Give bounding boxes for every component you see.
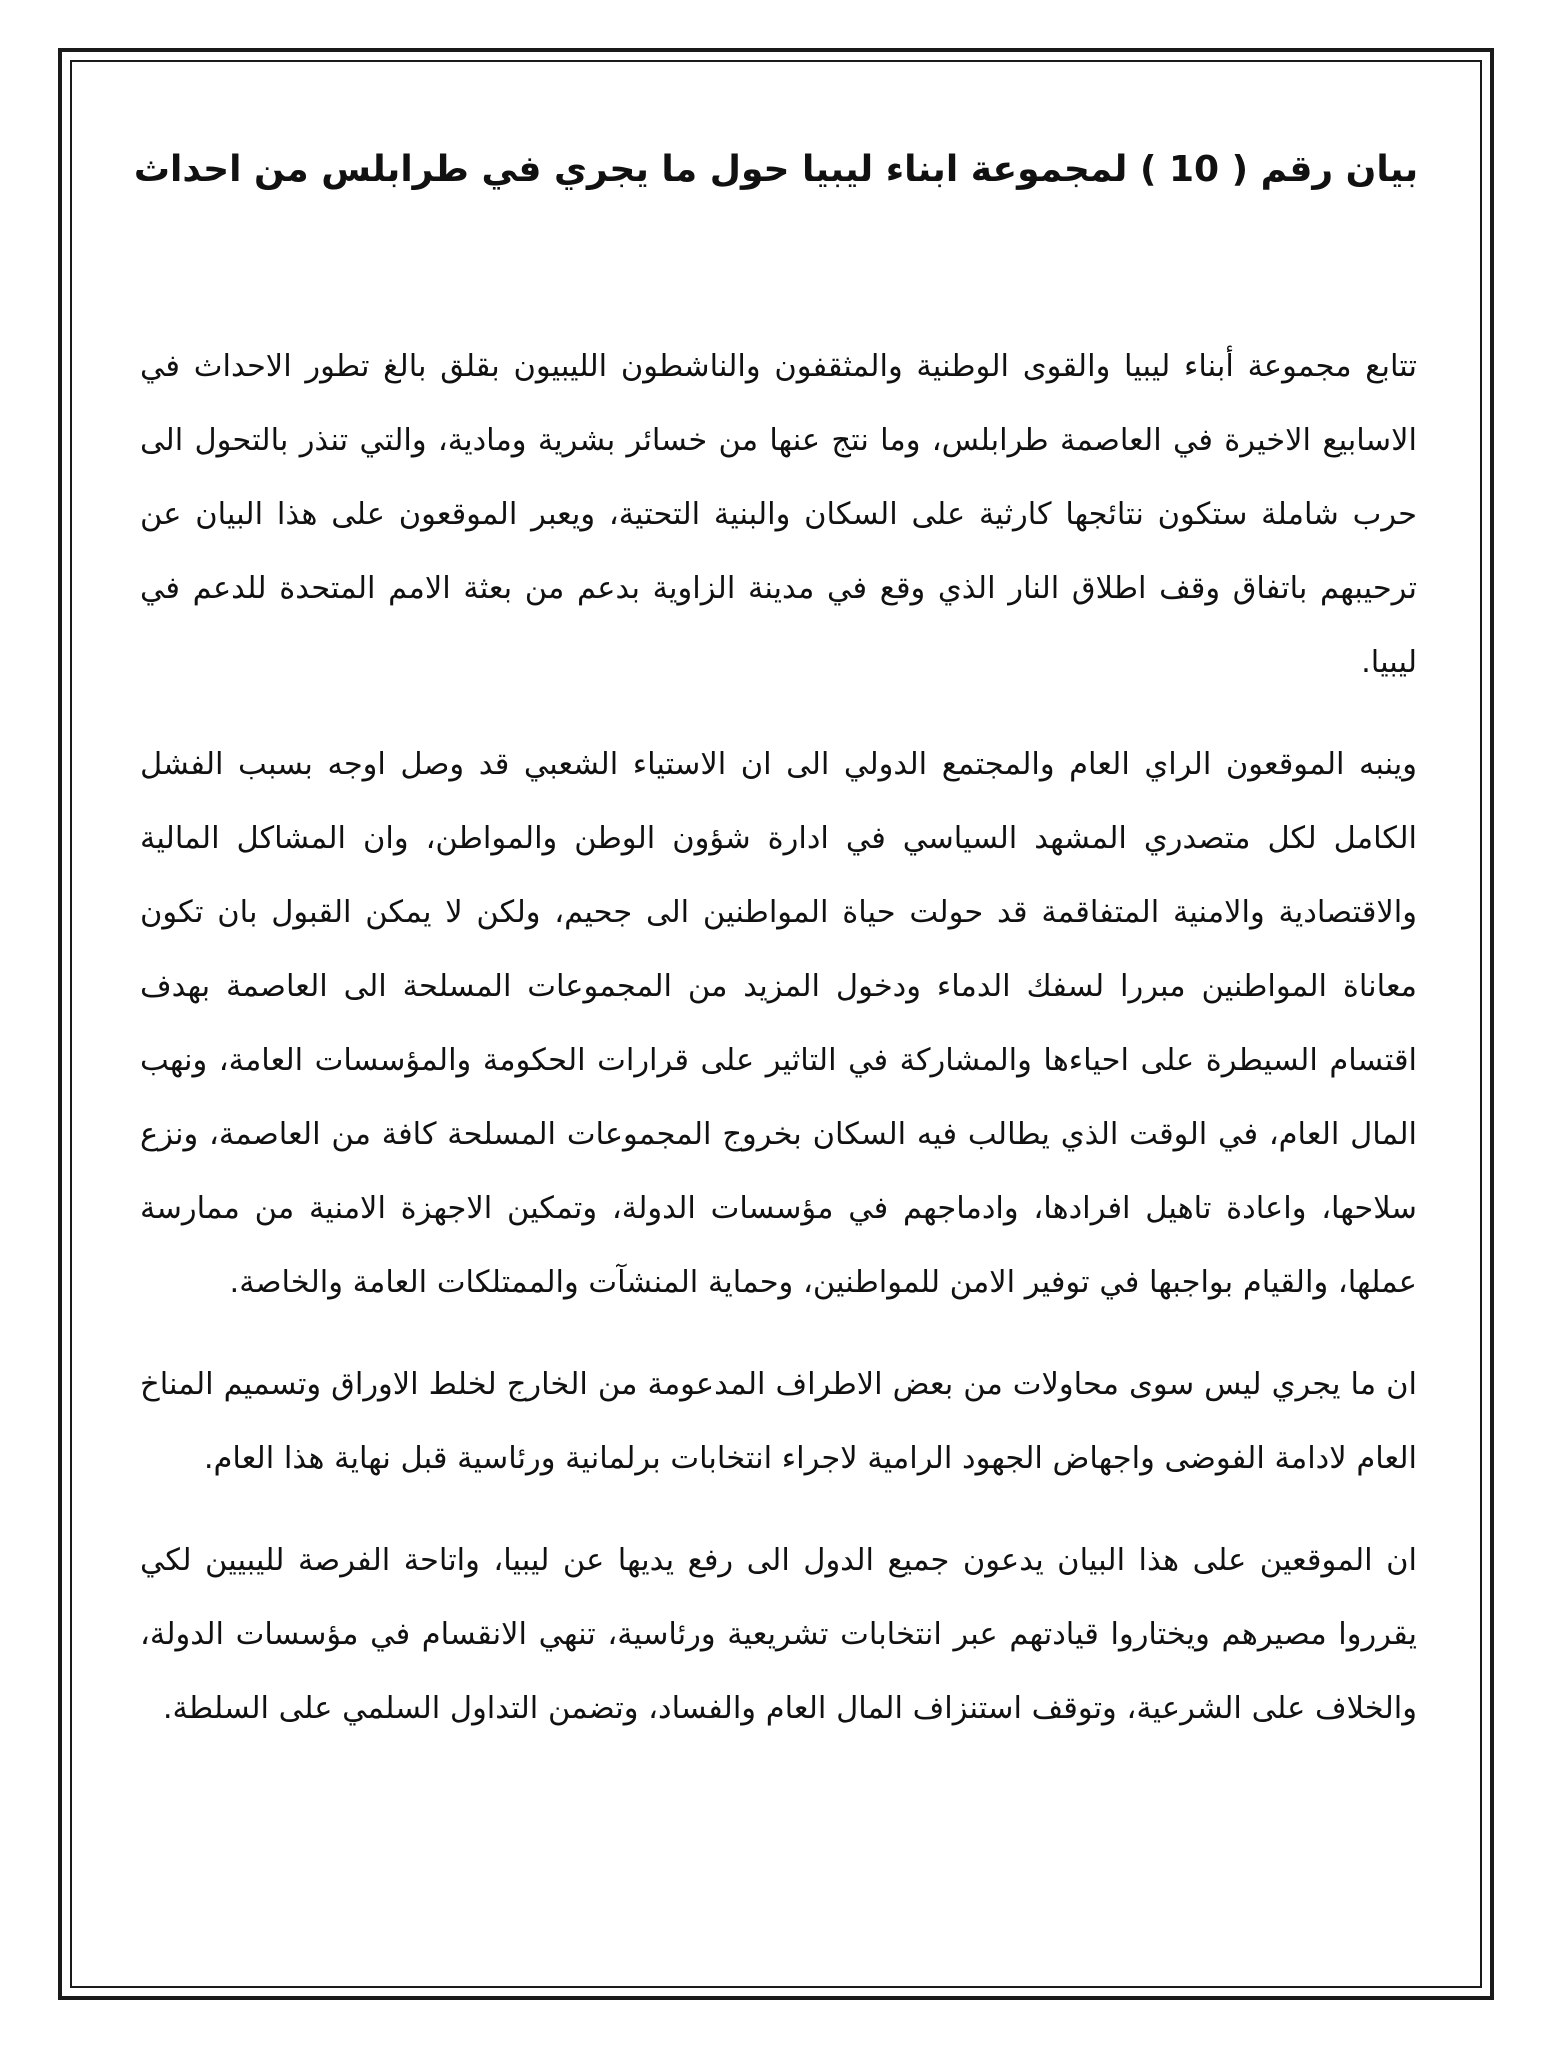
paragraph-3: ان ما يجري ليس سوى محاولات من بعض الاطراف المدعومة من الخارج لخلط الاوراق وتسميم المناخ العام لادامة الفوضى واجهاض الجهود الرامية لاجراء انتخابات برلمانية ورئاسية قبل نهاية هذا العام. [140,1367,1417,1476]
document-body [140,330,1417,1774]
document-title: بيان رقم ( 10 ) لمجموعة ابناء ليبيا حول ما يجري في طرابلس من احداث [133,149,1419,190]
paragraph-4: ان الموقعين على هذا البيان يدعون جميع الدول الى رفع يديها عن ليبيا، واتاحة الفرصة لليبيين لكي يقرروا مصيرهم ويختاروا قيادتهم عبر انتخابات تشريعية ورئاسية، تنهي الانقسام في مؤسسات الدولة، والخلاف على الشرعية، وتوقف استنزاف المال العام والفساد، وتضمن التداول السلمي على السلطة. [140,1543,1417,1726]
paragraph-1: تتابع مجموعة أبناء ليبيا والقوى الوطنية والمثقفون والناشطون الليبيون بقلق بالغ تطور الاحداث في الاسابيع الاخيرة في العاصمة طرابلس، وما نتج عنها من خسائر بشرية ومادية، والتي تنذر بالتحول الى حرب شاملة ستكون نتائجها كارثية على السكان والبنية التحتية، ويعبر الموقعون على هذا البيان عن ترحيبهم باتفاق وقف اطلاق النار الذي وقع في مدينة الزاوية بدعم من بعثة الامم المتحدة للدعم في ليبيا. [140,349,1417,680]
paragraph-2: وينبه الموقعون الراي العام والمجتمع الدولي الى ان الاستياء الشعبي قد وصل اوجه بسبب الفشل الكامل لكل متصدري المشهد السياسي في ادارة شؤون الوطن والمواطن، وان المشاكل المالية والاقتصادية والامنية المتفاقمة قد حولت حياة المواطنين الى جحيم، ولكن لا يمكن القبول بان تكون معاناة المواطنين مبررا لسفك الدماء ودخول المزيد من المجموعات المسلحة الى العاصمة بهدف اقتسام السيطرة على احياءها والمشاركة في التاثير على قرارات الحكومة والمؤسسات العامة، ونهب المال العام، في الوقت الذي يطالب فيه السكان بخروج المجموعات المسلحة كافة من العاصمة، ونزع سلاحها، واعادة تاهيل افرادها، وادماجهم في مؤسسات الدولة، وتمكين الاجهزة الامنية من ممارسة عملها، والقيام بواجبها في توفير الامن للمواطنين، وحماية المنشآت والممتلكات العامة والخاصة. [140,747,1417,1300]
